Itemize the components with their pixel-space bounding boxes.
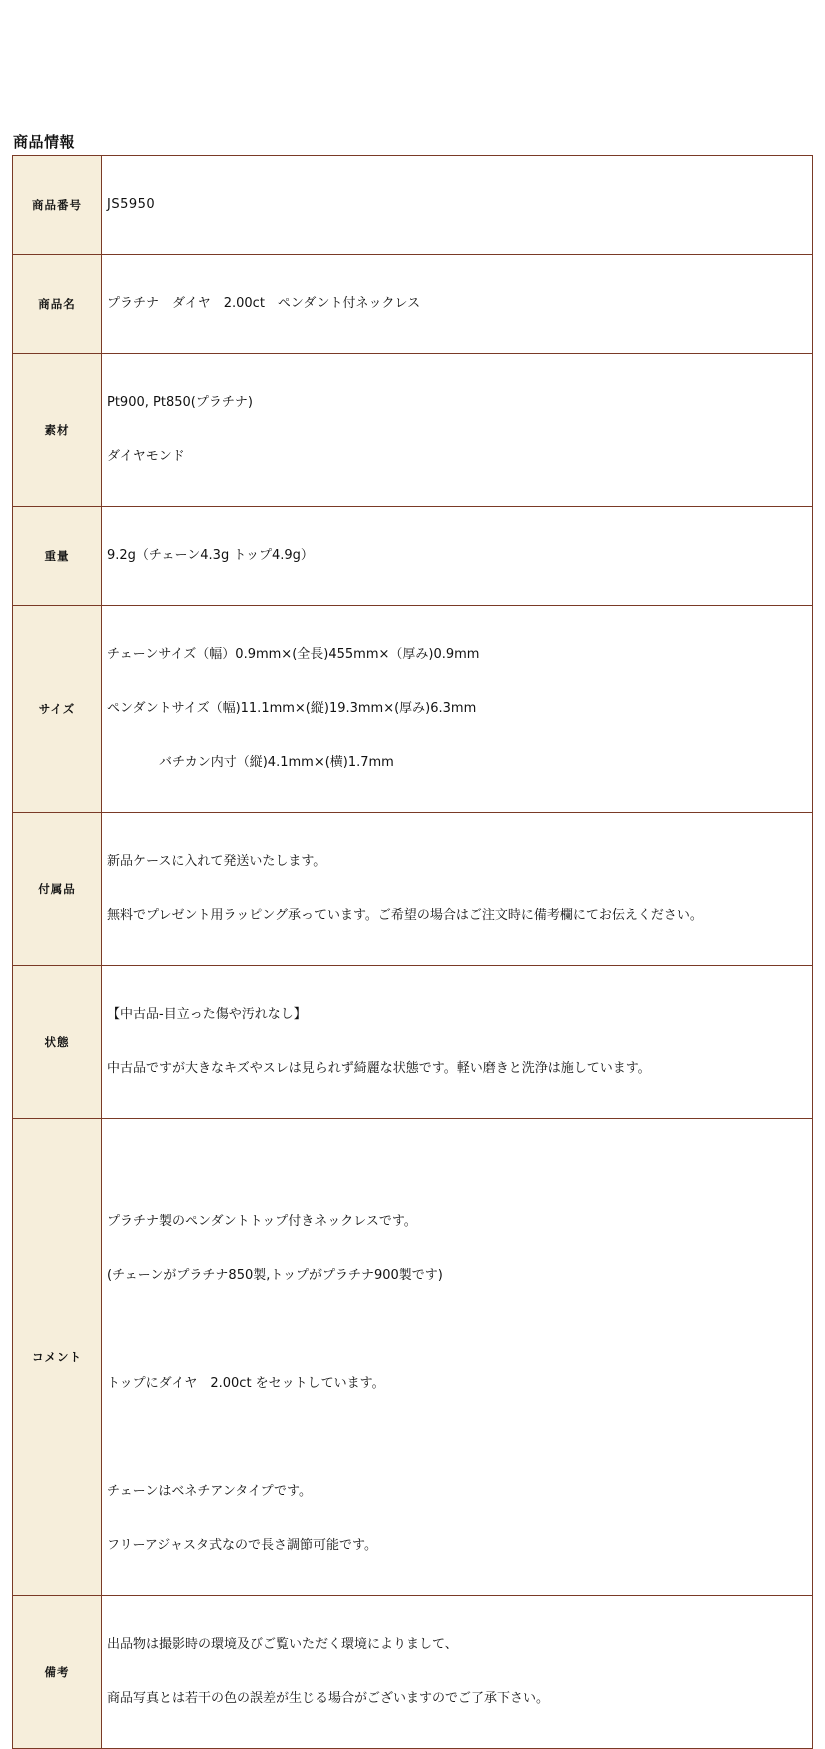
- value-line: JS5950: [107, 197, 156, 212]
- value-comment: [102, 1119, 813, 1596]
- value-line: [107, 1429, 812, 1447]
- label-comment: コメント: [13, 1119, 102, 1596]
- label-product-name: 商品名: [13, 255, 102, 354]
- value-line: [107, 1159, 812, 1177]
- value-line: [107, 1321, 812, 1339]
- value-line: 9.2g（チェーン4.3g トップ4.9g）: [107, 548, 314, 563]
- value-line: Pt900, Pt850(プラチナ): [107, 395, 253, 410]
- value-line: ダイヤモンド: [107, 449, 185, 464]
- row-product-name: [13, 255, 813, 354]
- label-product-number: 商品番号: [13, 156, 102, 255]
- row-accessories: [13, 813, 813, 966]
- value-condition: [102, 966, 813, 1119]
- value-line: チェーンはベネチアンタイプです。: [107, 1484, 313, 1499]
- value-line: チェーンサイズ（幅）0.9mm×(全長)455mm×（厚み)0.9mm: [107, 647, 480, 662]
- value-line: ペンダントサイズ（幅)11.1mm×(縦)19.3mm×(厚み)6.3mm: [107, 701, 477, 716]
- value-line: バチカン内寸（縦)4.1mm×(横)1.7mm: [107, 755, 394, 770]
- value-line: (チェーンがプラチナ850製,トップがプラチナ900製です): [107, 1268, 443, 1283]
- row-condition: [13, 966, 813, 1119]
- row-size: [13, 606, 813, 813]
- row-notes: [13, 1596, 813, 1749]
- label-notes: 備考: [13, 1596, 102, 1749]
- label-accessories: 付属品: [13, 813, 102, 966]
- row-material: [13, 354, 813, 507]
- value-line: 新品ケースに入れて発送いたします。: [107, 854, 327, 869]
- label-size: サイズ: [13, 606, 102, 813]
- value-line: プラチナ ダイヤ 2.00ct ペンダント付ネックレス: [107, 296, 421, 311]
- value-product-number: [102, 156, 813, 255]
- product-info-table: [12, 155, 813, 1749]
- value-line: 出品物は撮影時の環境及びご覧いただく環境によりまして、: [107, 1637, 458, 1652]
- value-line: トップにダイヤ 2.00ct をセットしています。: [107, 1376, 385, 1391]
- label-material: 素材: [13, 354, 102, 507]
- label-condition: 状態: [13, 966, 102, 1119]
- value-accessories: [102, 813, 813, 966]
- value-product-name: [102, 255, 813, 354]
- value-line: 【中古品-目立った傷や汚れなし】: [107, 1007, 307, 1022]
- value-line: 商品写真とは若干の色の誤差が生じる場合がございますのでご了承下さい。: [107, 1691, 550, 1706]
- value-line: プラチナ製のペンダントトップ付きネックレスです。: [107, 1214, 417, 1229]
- label-weight: 重量: [13, 507, 102, 606]
- value-weight: [102, 507, 813, 606]
- row-product-number: [13, 156, 813, 255]
- row-comment: [13, 1119, 813, 1596]
- value-line: 中古品ですが大きなキズやスレは見られず綺麗な状態です。軽い磨きと洗浄は施しています。: [107, 1061, 651, 1076]
- value-material: [102, 354, 813, 507]
- value-size: [102, 606, 813, 813]
- section-title: 商品情報: [13, 133, 76, 151]
- row-weight: [13, 507, 813, 606]
- value-line: 無料でプレゼント用ラッピング承っています。ご希望の場合はご注文時に備考欄にてお伝えください。: [107, 908, 703, 923]
- value-line: フリーアジャスタ式なので長さ調節可能です。: [107, 1538, 378, 1553]
- value-notes: [102, 1596, 813, 1749]
